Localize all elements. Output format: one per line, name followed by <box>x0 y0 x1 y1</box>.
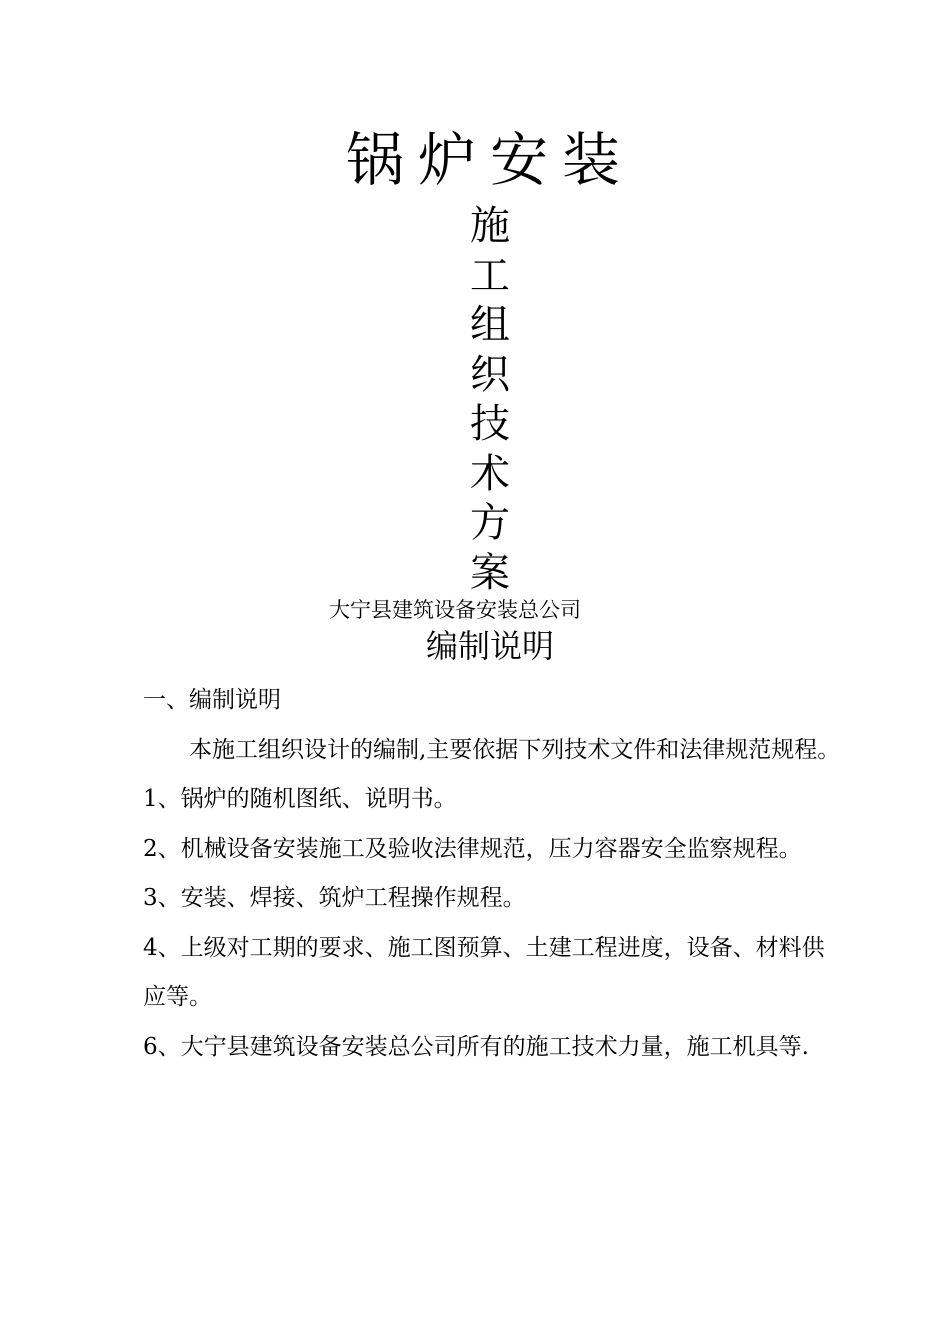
list-item: 2、机械设备安装施工及验收法律规范，压力容器安全监察规程。 <box>143 835 802 862</box>
subtitle-char: 案 <box>470 549 510 596</box>
subtitle-char: 组 <box>470 302 510 348</box>
vertical-subtitle <box>464 202 516 598</box>
list-item: 3、安装、焊接、筑炉工程操作规程。 <box>143 885 526 911</box>
document-title: 锅炉安装 <box>345 126 634 194</box>
company-name: 大宁县建筑设备安装总公司 <box>329 598 581 622</box>
section-title: 编制说明 <box>425 627 554 665</box>
subtitle-char: 织 <box>470 351 510 398</box>
intro-paragraph: 本施工组织设计的编制,主要依据下列技术文件和法律规范规程。 <box>189 736 841 763</box>
subtitle-char: 术 <box>470 450 510 497</box>
list-item: 4、上级对工期的要求、施工图预算、土建工程进度，设备、材料供应等。 <box>143 934 825 1010</box>
subtitle-char: 施 <box>470 203 510 249</box>
section-heading: 一、编制说明 <box>143 687 281 713</box>
list-item: 1、锅炉的随机图纸、说明书。 <box>143 786 457 812</box>
subtitle-char: 方 <box>470 500 510 546</box>
list-item: 6、大宁县建筑设备安装总公司所有的施工技术力量，施工机具等. <box>143 1033 809 1060</box>
subtitle-char: 工 <box>470 252 510 299</box>
subtitle-char: 技 <box>470 401 510 447</box>
body-text <box>143 676 843 1072</box>
